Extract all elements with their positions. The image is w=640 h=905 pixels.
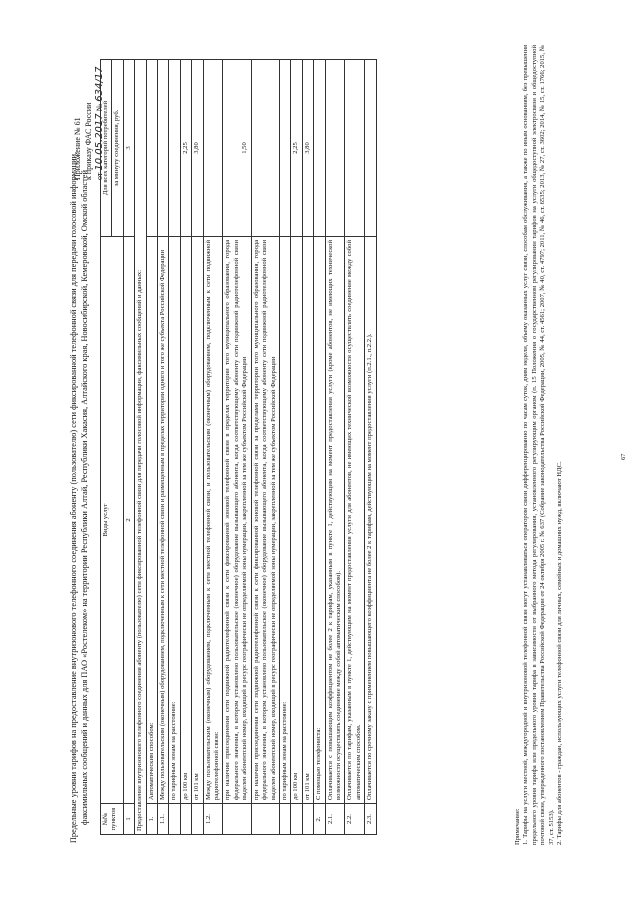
table-row: [251, 60, 279, 835]
col-service-header: Виды услуг: [101, 237, 124, 804]
row-number: [180, 804, 191, 835]
row-service: Автоматическим способом:: [146, 237, 157, 804]
row-number: [169, 804, 180, 835]
row-value: 2,25: [180, 60, 191, 237]
row-value: [169, 60, 180, 237]
col-num-header: №№ пунктов: [101, 804, 124, 835]
row-service: Между пользовательским (оконечным) оборудованием, подключенным к сети местной телефонной связи и размещенным в пределах территории одного и того же субъекта Российской Федерации: [158, 237, 169, 804]
appendix-order-line: к приказу ФАС России: [84, 102, 93, 180]
table-row: [291, 60, 302, 835]
row-value: [146, 60, 157, 237]
notes: [514, 45, 564, 845]
row-value: [325, 60, 345, 237]
table-index-row: [123, 60, 134, 835]
row-value: [158, 60, 169, 237]
table-row: [158, 60, 169, 835]
document-title: Предельные уровни тарифов на предоставление внутризонового телефонного соединения абоненту (пользователю) сети фиксированной телефонной связи для передачи голосовой информации, факсимильных сообщений и данных для ПАО «Ростелеком» на территории Республики Алтай, Республики Хакасия, Алтайского края, Новосибирской, Кемеровской, Омской областей: [69, 151, 89, 844]
row-value: 2,25: [291, 60, 302, 237]
row-service: при наличии присоединения сети подвижной радиотелефонной связи к сети фиксированной зоновой телефонной связи в пределах территории того муниципального образования, города федерального значения, в котором установлено пользовательское (оконечное) оборудование вызывающего абонента, когда соответствующему абоненту сети подвижной радиотелефонной связи выделен абонентский номер, входящий в ресурс географически не определяемой зоны нумерации, закрепленной за тем же субъектом Российской Федерации: [223, 237, 251, 804]
row-service: по тарифным зонам на расстояние:: [279, 237, 290, 804]
row-number: [223, 804, 251, 835]
table-body: [146, 60, 376, 835]
row-service: С помощью телефониста:: [314, 237, 325, 804]
note-2: 2. Тарифы для абонентов - граждан, использующих услуги телефонной связи для личных, семейных и домашних нужд, включают НДС.: [556, 461, 564, 845]
table-row: [192, 60, 203, 835]
section-header: Предоставление внутризонового телефонного соединения абоненту (пользователю) сети фиксированной телефонной связи для передачи голосовой информации, факсимильных сообщений и данных:: [135, 60, 146, 835]
order-no-prefix: №: [95, 103, 104, 112]
row-value: [365, 60, 376, 237]
table-row: [279, 60, 290, 835]
appendix-title: Приложение № 61: [73, 117, 82, 180]
order-date: 10.05.2017: [94, 113, 105, 171]
notes-heading: Примечание:: [514, 808, 521, 845]
table-row: [314, 60, 325, 835]
row-number: 2.3.: [365, 804, 376, 835]
table-header-row: [101, 60, 112, 835]
row-service: Оплачивается с повышающим коэффициентом не более 2 к тарифам, указанным в пункте 1, действующим на момент предоставления услуги (кроме абонентов, не имеющих технической возможности осуществлять соединение между собой автоматическим способом).: [325, 237, 345, 804]
row-number: [279, 804, 290, 835]
row-value: 3,80: [192, 60, 203, 237]
table-row: [180, 60, 191, 835]
row-number: [192, 804, 203, 835]
row-value: [345, 60, 365, 237]
col-index-1: 1: [123, 804, 134, 835]
row-value: [203, 60, 223, 237]
table-row: [302, 60, 313, 835]
row-number: 2.: [314, 804, 325, 835]
col-value-unit: за минуту соединения, руб.: [112, 60, 123, 237]
row-number: 2.2.: [345, 804, 365, 835]
row-number: 1.: [146, 804, 157, 835]
row-number: [291, 804, 302, 835]
row-service: от 101 км: [192, 237, 203, 804]
order-ref-prefix: от: [95, 172, 104, 180]
row-service: от 101 км: [302, 237, 313, 804]
table-row: [203, 60, 223, 835]
col-value-header: Для всех категорий потребителей: [101, 60, 112, 237]
row-service: Между пользовательским (оконечным) оборудованием, подключенным к сети местной телефонной связи, и пользовательским (оконечным) оборудованием, подключенным к сети подвижной радиотелефонной связи:: [203, 237, 223, 804]
page-number: 67: [620, 453, 627, 460]
row-service: до 100 км: [180, 237, 191, 804]
row-number: [251, 804, 279, 835]
row-number: [302, 804, 313, 835]
row-value: 1,50: [223, 60, 251, 237]
table-row: [345, 60, 365, 835]
row-number: 2.1.: [325, 804, 345, 835]
row-service: Оплачивается по срочному заказу с применением повышающего коэффициента не более 2 к тарифам, действующим на момент предоставления услуги (п.2.1., п.2.2.).: [365, 237, 376, 804]
row-service: при наличии присоединения сети подвижной радиотелефонной связи к сети фиксированной зоновой телефонной связи за пределами территории того муниципального образования, города федерального значения, в котором установлено пользовательское (оконечное) оборудование вызывающего абонента, когда соответствующему абоненту сети подвижной радиотелефонной связи выделен абонентский номер, входящий в ресурс географически не определяемой зоны нумерации, закрепленной за тем же субъектом Российской Федерации: [251, 237, 279, 804]
table-row: [169, 60, 180, 835]
row-number: 1.1.: [158, 804, 169, 835]
row-service: Оплачивается по тарифам, указанным в пункте 1, действующим на момент предоставления услуги для абонентов, не имеющих технической возможности осуществлять соединение между собой автоматическим способом.: [345, 237, 365, 804]
row-number: 1.2.: [203, 804, 223, 835]
table-row: [365, 60, 376, 835]
table-row: [325, 60, 345, 835]
col-index-3: 3: [123, 60, 134, 237]
row-service: до 100 км: [291, 237, 302, 804]
table-row: [223, 60, 251, 835]
order-number: 634/17: [94, 66, 105, 102]
row-value: [251, 60, 279, 237]
table-row: [146, 60, 157, 835]
row-value: [279, 60, 290, 237]
note-1: 1. Тарифы на услуги местной, междугородной и внутризоновой телефонной связи могут устанавливаться оператором связи дифференцированно по часам суток, дням недели, объему оказанных услуг связи, способам обслуживания, а также по иным основаниям, без превышения предельного уровня тарифа или предельного уровня тарифа в зависимости от выбранного метода регулирования, установленного регулирующим органом (п. 15 Положения о государственном регулировании тарифов на услуги общедоступной электросвязи и общедоступной почтовой связи, утвержденного постановлением Правительства Российской Федерации от 24 октября 2005 г. № 637 (Собрание законодательства Российской Федерации, 2005, № 44, ст. 4561; 2007, № 40, ст. 4797; 2011, № 46, ст. 6535; 2013, № 27, ст. 3602; 2014, № 15, ст. 1766; 2015, № 37, ст. 5153).: [522, 45, 555, 845]
row-value: 3,80: [302, 60, 313, 237]
col-index-2: 2: [123, 237, 134, 804]
section-header-row: [135, 60, 146, 835]
row-service: по тарифным зонам на расстояние:: [169, 237, 180, 804]
tariff-table: [100, 59, 377, 835]
row-value: [314, 60, 325, 237]
